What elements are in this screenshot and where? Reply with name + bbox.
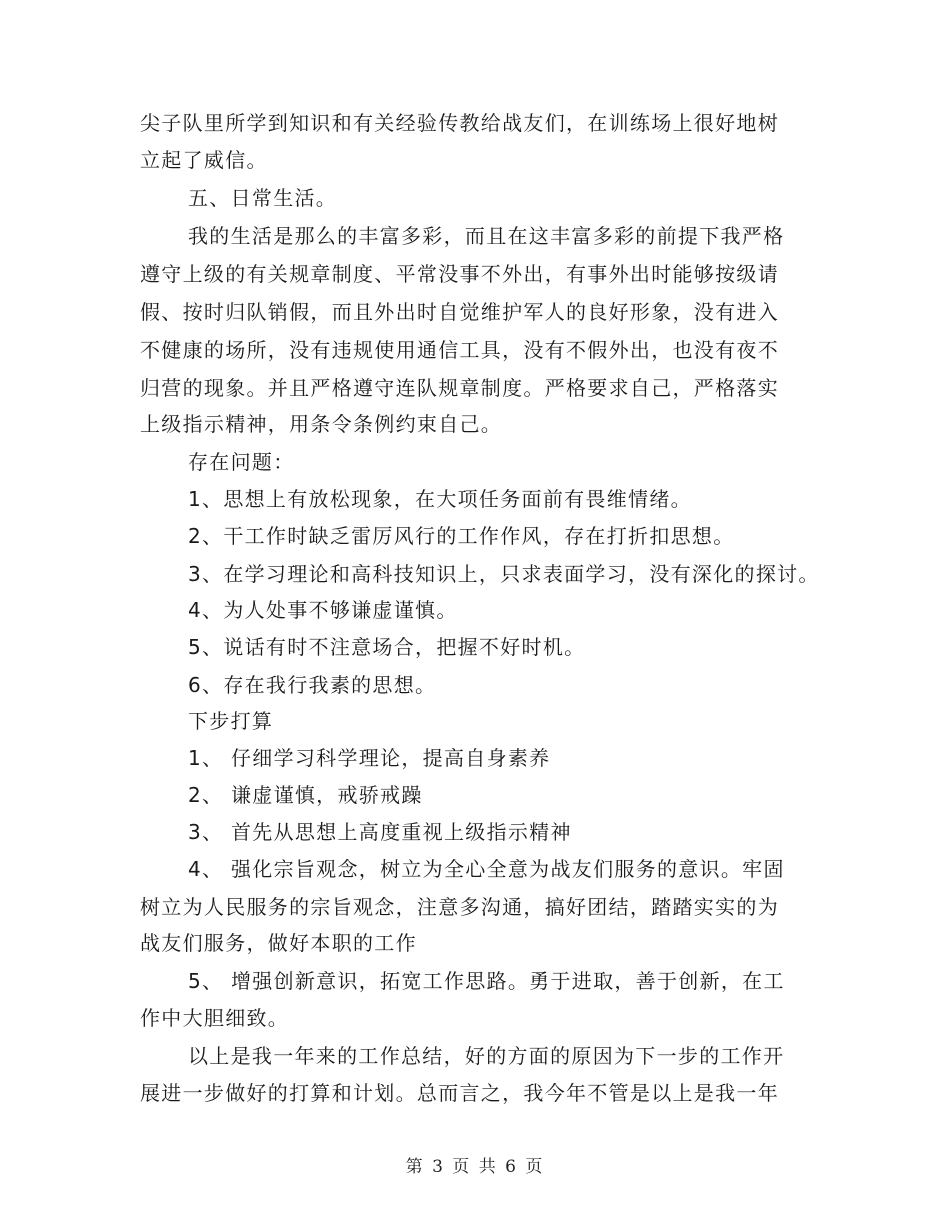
section-heading: 存在问题： [188, 450, 295, 474]
text-line: 立起了威信。 [140, 148, 268, 172]
text-line: 尖子队里所学到知识和有关经验传教给战友们，在训练场上很好地树 [140, 111, 779, 135]
text-line: 作中大胆细致。 [140, 1006, 290, 1030]
list-item: 5、 增强创新意识，拓宽工作思路。勇于进取，善于创新，在工 [188, 969, 785, 993]
text-line: 不健康的场所，没有违规使用通信工具，没有不假外出，也没有夜不 [140, 338, 779, 362]
list-item: 4、 强化宗旨观念，树立为全心全意为战友们服务的意识。牢固 [188, 857, 785, 881]
text-line: 上级指示精神，用条令条例约束自己。 [140, 412, 503, 436]
list-item: 3、在学习理论和高科技知识上，只求表面学习，没有深化的探讨。 [188, 562, 820, 586]
text-line: 假、按时归队销假，而且外出时自觉维护军人的良好形象，没有进入 [140, 300, 779, 324]
list-item: 5、说话有时不注意场合，把握不好时机。 [188, 635, 586, 659]
section-heading: 五、日常生活。 [188, 186, 338, 210]
list-item: 1、思想上有放松现象，在大项任务面前有畏维情绪。 [188, 487, 692, 511]
text-line: 展进一步做好的打算和计划。总而言之，我今年不管是以上是我一年 [140, 1081, 779, 1105]
text-line: 遵守上级的有关规章制度、平常没事不外出，有事外出时能够按级请 [140, 262, 779, 286]
list-item: 2、干工作时缺乏雷厉风行的工作作风，存在打折扣思想。 [188, 524, 735, 548]
section-heading: 下步打算 [188, 709, 274, 733]
text-line: 战友们服务，做好本职的工作 [140, 931, 417, 955]
list-item: 1、 仔细学习科学理论，提高自身素养 [188, 746, 551, 770]
text-line: 树立为人民服务的宗旨观念，注意多沟通，搞好团结，踏踏实实的为 [140, 895, 779, 919]
page-number-footer: 第 3 页 共 6 页 [405, 1157, 545, 1177]
list-item: 3、 首先从思想上高度重视上级指示精神 [188, 820, 572, 844]
text-line: 我的生活是那么的丰富多彩，而且在这丰富多彩的前提下我严格 [188, 224, 785, 248]
list-item: 6、存在我行我素的思想。 [188, 673, 437, 697]
text-line: 以上是我一年来的工作总结，好的方面的原因为下一步的工作开 [188, 1044, 785, 1068]
list-item: 4、为人处事不够谦虚谨慎。 [188, 598, 458, 622]
text-line: 归营的现象。并且严格遵守连队规章制度。严格要求自己，严格落实 [140, 376, 779, 400]
list-item: 2、 谦虚谨慎，戒骄戒躁 [188, 783, 423, 807]
